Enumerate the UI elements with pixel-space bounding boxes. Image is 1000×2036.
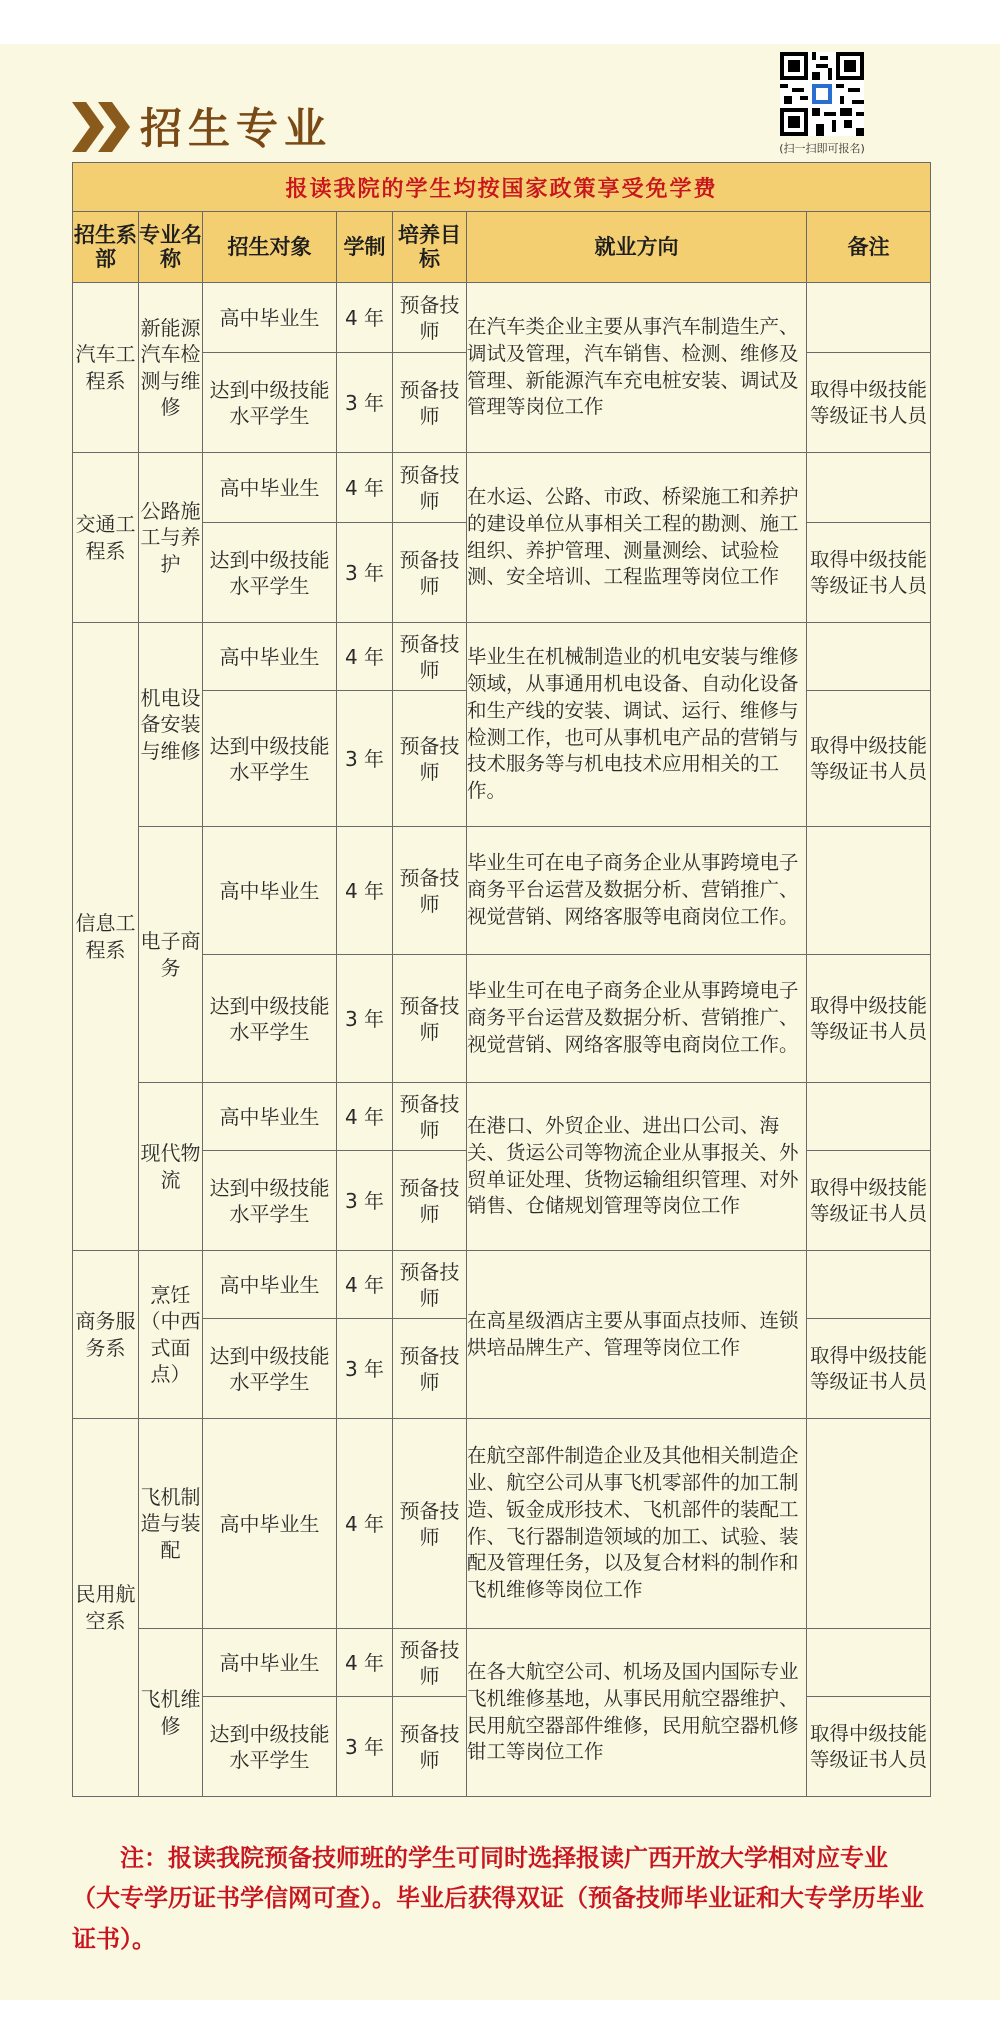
target-cell: 达到中级技能水平学生 (203, 1697, 337, 1797)
target-cell: 高中毕业生 (203, 1629, 337, 1697)
goal-cell: 预备技师 (393, 827, 467, 955)
goal-cell: 预备技师 (393, 691, 467, 827)
remark-cell (807, 1083, 931, 1151)
header-remark: 备注 (807, 212, 931, 283)
target-cell: 达到中级技能水平学生 (203, 1319, 337, 1419)
major-cell: 电子商务 (139, 827, 203, 1083)
career-cell: 毕业生可在电子商务企业从事跨境电子商务平台运营及数据分析、营销推广、视觉营销、网络客服等电商岗位工作。 (467, 955, 807, 1083)
remark-cell: 取得中级技能等级证书人员 (807, 955, 931, 1083)
tuition-banner: 报读我院的学生均按国家政策享受免学费 (73, 163, 931, 212)
table-row (73, 827, 931, 955)
remark-cell (807, 1251, 931, 1319)
table-row (73, 283, 931, 353)
target-cell: 高中毕业生 (203, 623, 337, 691)
table-row (73, 1629, 931, 1697)
target-cell: 高中毕业生 (203, 827, 337, 955)
career-cell: 毕业生在机械制造业的机电安装与维修领域，从事通用机电设备、自动化设备和生产线的安装、调试、运行、维修与检测工作，也可从事机电产品的营销与技术服务等与机电技术应用相关的工作。 (467, 623, 807, 827)
department-cell: 交通工程系 (73, 453, 139, 623)
department-cell: 信息工程系 (73, 623, 139, 1251)
table-row (73, 1251, 931, 1319)
duration-cell: 4 年 (337, 283, 393, 353)
department-cell: 商务服务系 (73, 1251, 139, 1419)
major-cell: 现代物流 (139, 1083, 203, 1251)
major-cell: 新能源汽车检测与维修 (139, 283, 203, 453)
career-cell: 在各大航空公司、机场及国内国际专业飞机维修基地，从事民用航空器维护、民用航空器部件维修，民用航空器机修钳工等岗位工作 (467, 1629, 807, 1797)
target-cell: 达到中级技能水平学生 (203, 523, 337, 623)
table-row (73, 1083, 931, 1151)
duration-cell: 3 年 (337, 1319, 393, 1419)
goal-cell: 预备技师 (393, 353, 467, 453)
duration-cell: 4 年 (337, 453, 393, 523)
duration-cell: 3 年 (337, 1697, 393, 1797)
career-cell: 毕业生可在电子商务企业从事跨境电子商务平台运营及数据分析、营销推广、视觉营销、网络客服等电商岗位工作。 (467, 827, 807, 955)
duration-cell: 4 年 (337, 1629, 393, 1697)
department-cell: 汽车工程系 (73, 283, 139, 453)
target-cell: 达到中级技能水平学生 (203, 691, 337, 827)
duration-cell: 3 年 (337, 523, 393, 623)
top-margin (0, 0, 1000, 44)
target-cell: 高中毕业生 (203, 283, 337, 353)
table-row (73, 453, 931, 523)
footer-note: 注：报读我院预备技师班的学生可同时选择报读广西开放大学相对应专业（大专学历证书学信网可查）。毕业后获得双证（预备技师毕业证和大专学历毕业证书）。 (72, 1844, 924, 1953)
remark-cell (807, 453, 931, 523)
header-goal: 培养目标 (393, 212, 467, 283)
goal-cell: 预备技师 (393, 623, 467, 691)
duration-cell: 4 年 (337, 1419, 393, 1629)
career-cell: 在港口、外贸企业、进出口公司、海关、货运公司等物流企业从事报关、外贸单证处理、货物运输组织管理、对外销售、仓储规划管理等岗位工作 (467, 1083, 807, 1251)
target-cell: 高中毕业生 (203, 1251, 337, 1319)
banner-row (73, 163, 931, 212)
major-cell: 烹饪（中西式面点） (139, 1251, 203, 1419)
duration-cell: 3 年 (337, 955, 393, 1083)
duration-cell: 3 年 (337, 1151, 393, 1251)
remark-cell (807, 623, 931, 691)
remark-cell: 取得中级技能等级证书人员 (807, 1697, 931, 1797)
qr-caption: (扫一扫即可报名) (779, 142, 865, 155)
remark-cell (807, 1419, 931, 1629)
remark-cell (807, 283, 931, 353)
goal-cell: 预备技师 (393, 955, 467, 1083)
header-target: 招生对象 (203, 212, 337, 283)
major-cell: 公路施工与养护 (139, 453, 203, 623)
major-cell: 飞机制造与装配 (139, 1419, 203, 1629)
target-cell: 高中毕业生 (203, 1083, 337, 1151)
career-cell: 在汽车类企业主要从事汽车制造生产、调试及管理，汽车销售、检测、维修及管理、新能源汽车充电桩安装、调试及管理等岗位工作 (467, 283, 807, 453)
career-cell: 在水运、公路、市政、桥梁施工和养护的建设单位从事相关工程的勘测、施工组织、养护管理、测量测绘、试验检测、安全培训、工程监理等岗位工作 (467, 453, 807, 623)
duration-cell: 3 年 (337, 691, 393, 827)
target-cell: 达到中级技能水平学生 (203, 353, 337, 453)
goal-cell: 预备技师 (393, 1319, 467, 1419)
remark-cell: 取得中级技能等级证书人员 (807, 523, 931, 623)
goal-cell: 预备技师 (393, 1083, 467, 1151)
remark-cell (807, 1629, 931, 1697)
bottom-margin (0, 2000, 1000, 2036)
remark-cell: 取得中级技能等级证书人员 (807, 1319, 931, 1419)
duration-cell: 4 年 (337, 1083, 393, 1151)
remark-cell (807, 827, 931, 955)
table-row (73, 1419, 931, 1629)
duration-cell: 3 年 (337, 353, 393, 453)
major-cell: 机电设备安装与维修 (139, 623, 203, 827)
remark-cell: 取得中级技能等级证书人员 (807, 353, 931, 453)
page-title: 招生专业 (140, 104, 333, 153)
goal-cell: 预备技师 (393, 1251, 467, 1319)
goal-cell: 预备技师 (393, 453, 467, 523)
target-cell: 达到中级技能水平学生 (203, 1151, 337, 1251)
table-row (73, 623, 931, 691)
target-cell: 达到中级技能水平学生 (203, 955, 337, 1083)
duration-cell: 4 年 (337, 827, 393, 955)
goal-cell: 预备技师 (393, 1151, 467, 1251)
enrollment-table (72, 162, 931, 1797)
duration-cell: 4 年 (337, 623, 393, 691)
goal-cell: 预备技师 (393, 283, 467, 353)
goal-cell: 预备技师 (393, 523, 467, 623)
header-row (73, 212, 931, 283)
header-department: 招生系部 (73, 212, 139, 283)
goal-cell: 预备技师 (393, 1697, 467, 1797)
header-career: 就业方向 (467, 212, 807, 283)
career-cell: 在高星级酒店主要从事面点技师、连锁烘培品牌生产、管理等岗位工作 (467, 1251, 807, 1419)
double-chevron-icon (72, 102, 134, 152)
department-cell: 民用航空系 (73, 1419, 139, 1797)
goal-cell: 预备技师 (393, 1419, 467, 1629)
remark-cell: 取得中级技能等级证书人员 (807, 691, 931, 827)
goal-cell: 预备技师 (393, 1629, 467, 1697)
header-major: 专业名称 (139, 212, 203, 283)
duration-cell: 4 年 (337, 1251, 393, 1319)
career-cell: 在航空部件制造企业及其他相关制造企业、航空公司从事飞机零部件的加工制造、钣金成形技术、飞机部件的装配工作、飞行器制造领域的加工、试验、装配及管理任务，以及复合材料的制作和飞机维修等岗位工作 (467, 1419, 807, 1629)
target-cell: 高中毕业生 (203, 453, 337, 523)
qr-code-icon[interactable] (780, 52, 864, 136)
remark-cell: 取得中级技能等级证书人员 (807, 1151, 931, 1251)
target-cell: 高中毕业生 (203, 1419, 337, 1629)
header-duration: 学制 (337, 212, 393, 283)
major-cell: 飞机维修 (139, 1629, 203, 1797)
